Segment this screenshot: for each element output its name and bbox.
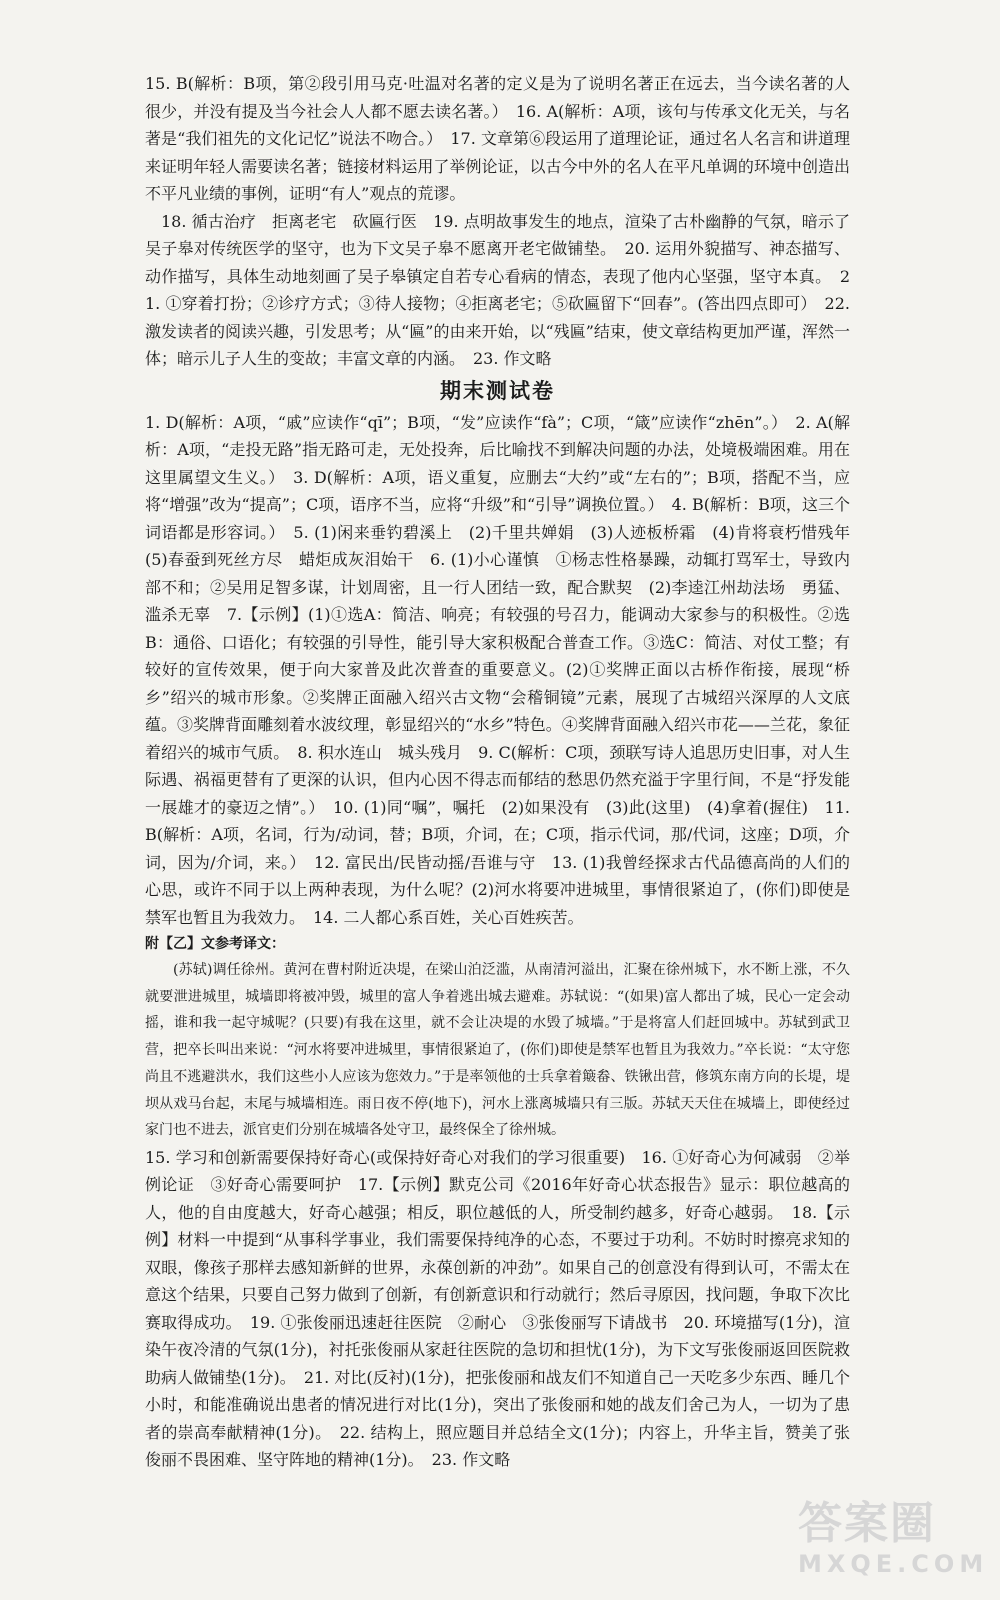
final-exam-answers-1-14: 1. D(解析：A项，“戚”应读作“qī”；B项，“发”应读作“fà”；C项，“箴”应读作“zhēn”。） 2. A(解析：A项，“走投无路”指无路可走，无处投奔，后比喻找不到解决问题的办法，处境极端困难。用在这里属望文生义。） 3. D(解析：A项，语义重复，应删去“大约”或“左右的”；B项，搭配不当，应将“增强”改为“提高”；C项，语序不当，应将“升级”和“引导”调换位置。） 4. B(解析：B项，这三个词语都是形容词。） 5. (1)闲来垂钓碧溪上 (2)千里共婵娟 (3)人迹板桥霜 (4)肯将衰朽惜残年 (5)春蚕到死丝方尽 蜡炬成灰泪始干 6. (1)小心谨慎 ①杨志性格暴躁，动辄打骂军士，导致内部不和；②吴用足智多谋，计划周密，且一行人团结一致，配合默契 (2)李逵江州劫法场 勇猛、滥杀无辜 7.【示例】(1)①选A：简洁、响亮；有较强的号召力，能调动大家参与的积极性。②选B：通俗、口语化；有较强的引导性，能引导大家积极配合普查工作。③选C：简洁、对仗工整；有较好的宣传效果，便于向大家普及此次普查的重要意义。(2)①奖牌正面以古桥作衔接，展现“桥乡”绍兴的城市形象。②奖牌正面融入绍兴古文物“会稽铜镜”元素，展现了古城绍兴深厚的人文底蕴。③奖牌背面雕刻着水波纹理，彰显绍兴的“水乡”特色。④奖牌背面融入绍兴市花——兰花，象征着绍兴的城市气质。 8. 积水连山 城头残月 9. C(解析：C项，颈联写诗人追思历史旧事，对人生际遇、祸福更替有了更深的认识，但内心因不得志而郁结的愁思仍然充溢于字里行间，不是“抒发能一展雄才的豪迈之情”。） 10. (1)同“嘱”，嘱托 (2)如果没有 (3)此(这里) (4)拿着(握住) 11. B(解析：A项，名词，行为/动词，替；B项，介词，在；C项，指示代词，那/代词，这座；D项，介词，因为/介词，来。） 12. 富民出/民皆动摇/吾谁与守 13. (1)我曾经探求古代品德高尚的人们的心思，或许不同于以上两种表现，为什么呢？(2)河水将要冲进城里，事情很紧迫了，(你们)即使是禁军也暂且为我效力。 14. 二人都心系百姓，关心百姓疾苦。 [145,412,867,927]
watermark-top-text: 答案圈 [798,1498,936,1549]
answer-paragraph-18-23: 18. 循古治疗 拒离老宅 砍匾行医 19. 点明故事发生的地点，渲染了古朴幽静的气氛，暗示了吴子皋对传统医学的坚守，也为下文吴子皋不愿离开老宅做铺垫。 20. 运用外貌描写、神态描写、动作描写，具体生动地刻画了吴子皋镇定自若专心看病的情态，表现了他内心坚强，坚守本真。 21. ①穿着打扮；②诊疗方式；③待人接物；④拒离老宅；⑤砍匾留下“回春”。(答出四点即可） 22. 激发读者的阅读兴趣，引发思考；从“匾”的由来开始，以“残匾”结束，使文章结构更加严谨，浑然一体；暗示儿子人生的变故；丰富文章的内涵。 23. 作文略 [145,211,850,368]
translation-text: (苏轼)调任徐州。黄河在曹村附近决堤，在梁山泊泛滥，从南清河溢出，汇聚在徐州城下，水不断上涨，不久就要泄进城里，城墙即将被冲毁，城里的富人争着逃出城去避难。苏轼说：“(如果)富人都出了城，民心一定会动摇，谁和我一起守城呢？(只要)有我在这里，就不会让决堤的水毁了城墙。”于是将富人们赶回城中。苏轼到武卫营，把卒长叫出来说：“河水将要冲进城里，事情很紧迫了，(你们)即使是禁军也暂且为我效力。”卒长说：“太守您尚且不逃避洪水，我们这些小人应该为您效力。”于是率领他的士兵拿着簸畚、铁锹出营，修筑东南方向的长堤，堤坝从戏马台起，末尾与城墙相连。雨日夜不停(地下)，河水上涨离城墙只有三版。苏轼天天住在城墙上，即使经过家门也不进去，派官吏们分别在城墙各处守卫，最终保全了徐州城。 [145,962,850,1139]
watermark-bottom-text: MXQE.COM [798,1550,989,1578]
page-content [145,70,867,1474]
section-title: 期末测试卷 [440,378,555,403]
answer-paragraph-15-17: 15. B(解析：B项，第②段引用马克·吐温对名著的定义是为了说明名著正在远去，当今读名著的人很少，并没有提及当今社会人人都不愿去读名著。） 16. A(解析：A项，该句与传承文化无关，与名著是“我们祖先的文化记忆”说法不吻合。） 17. 文章第⑥段运用了道理论证，通过名人名言和讲道理来证明年轻人需要读名著；链接材料运用了举例论证，以古今中外的名人在平凡单调的环境中创造出不平凡业绩的事例，证明“有人”观点的荒谬。 [145,74,850,203]
watermark-logo [798,1498,989,1588]
final-exam-answers-15-23: 15. 学习和创新需要保持好奇心(或保持好奇心对我们的学习很重要) 16. ①好奇心为何减弱 ②举例论证 ③好奇心需要呵护 17.【示例】默克公司《2016年好奇心状态报告》显示：职位越高的人，他的自由度越大，好奇心越强；相反，职位越低的人，所受制约越多，好奇心越弱。 18.【示例】材料一中提到“从事科学事业，我们需要保持纯净的心态，不要过于功利。不妨时时擦亮求知的双眼，像孩子那样去感知新鲜的世界，永葆创新的冲劲”。如果自己的创意没有得到认可，不需太在意这个结果，只要自己努力做到了创新，有创新意识和行动就行；然后寻原因，找问题，争取下次比赛取得成功。 19. ①张俊丽迅速赶往医院 ②耐心 ③张俊丽写下请战书 20. 环境描写(1分)，渲染午夜冷清的气氛(1分)，衬托张俊丽从家赶往医院的急切和担忧(1分)，为下文写张俊丽返回医院救助病人做铺垫(1分)。 21. 对比(反衬)(1分)，把张俊丽和战友们不知道自己一天吃多少东西、睡几个小时，和能准确说出患者的情况进行对比(1分)，突出了张俊丽和她的战友们舍己为人，一切为了患者的崇高奉献精神(1分)。 22. 结构上，照应题目并总结全文(1分)；内容上，升华主旨，赞美了张俊丽不畏困难、坚守阵地的精神(1分)。 23. 作文略 [145,1147,850,1470]
translation-heading: 附【乙】文参考译文： [145,936,285,952]
